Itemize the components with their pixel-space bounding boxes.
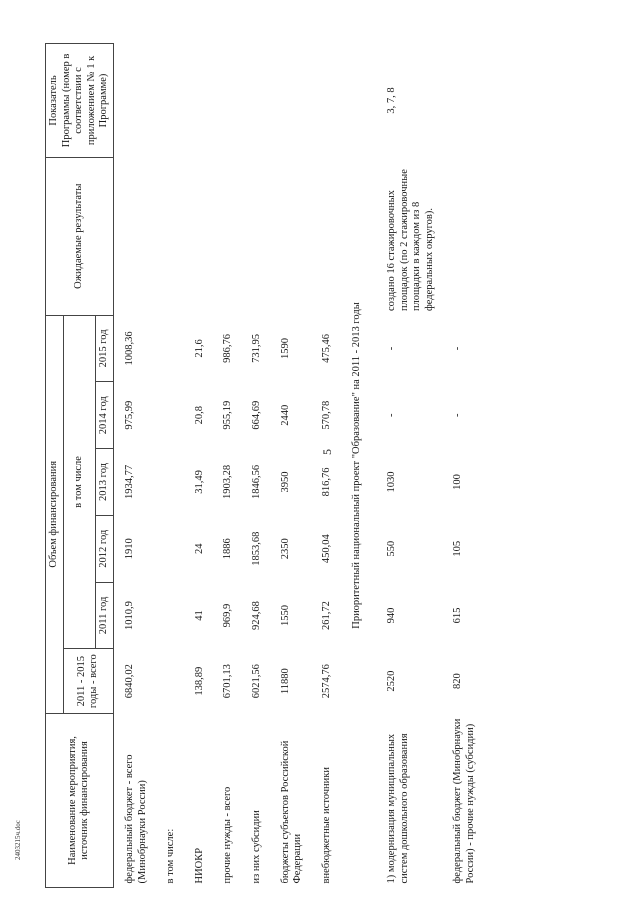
cell-y2013: 1934,77 xyxy=(123,464,135,500)
cell-y2014: - xyxy=(452,413,464,417)
table-row xyxy=(442,44,483,888)
cell-y2015: 475,46 xyxy=(320,334,332,363)
cell-y2015: 986,76 xyxy=(222,334,234,363)
cell-y2011 xyxy=(155,582,184,649)
cell-name: 1) модернизация муниципальных систем дошкольного образования xyxy=(385,733,410,884)
cell-y2012: 1853,68 xyxy=(250,531,262,566)
cell-name: федеральный бюджет - всего (Минобрнауки России) xyxy=(123,754,148,884)
cell-y2011: 615 xyxy=(452,607,464,624)
cell-total: 11880 xyxy=(279,668,291,695)
cell-indicator xyxy=(212,44,241,158)
cell-indicator xyxy=(241,44,270,158)
cell-results xyxy=(241,157,270,315)
cell-y2011: 261,72 xyxy=(320,601,332,630)
cell-y2011: 1550 xyxy=(279,605,291,626)
table-body xyxy=(113,44,483,888)
cell-y2012 xyxy=(155,515,184,582)
cell-total: 6701,13 xyxy=(222,664,234,699)
cell-y2012: 550 xyxy=(385,540,397,557)
table-row xyxy=(311,44,340,888)
header-funding: Объем финансирования xyxy=(46,315,64,713)
cell-y2013: 1846,56 xyxy=(250,464,262,500)
cell-indicator xyxy=(311,44,340,158)
cell-y2015: - xyxy=(385,346,397,351)
cell-name: НИОКР xyxy=(193,847,205,884)
cell-indicator xyxy=(155,44,184,158)
cell-y2013: 100 xyxy=(452,474,464,490)
table-row xyxy=(184,44,213,888)
cell-y2015: 21,6 xyxy=(193,339,205,358)
header-2013: 2013 год xyxy=(96,449,114,516)
table-row xyxy=(155,44,184,888)
cell-y2014: 664,69 xyxy=(250,400,262,430)
section-row xyxy=(339,44,376,888)
cell-y2015: 731,95 xyxy=(250,334,262,363)
table-row xyxy=(212,44,241,888)
cell-total: 2574,76 xyxy=(320,664,332,699)
cell-y2015: 1008,36 xyxy=(123,331,135,366)
cell-y2011: 969,9 xyxy=(222,603,234,628)
cell-name: в том числе: xyxy=(165,828,177,884)
cell-y2014: 20,8 xyxy=(193,406,205,425)
cell-y2013: 1903,28 xyxy=(222,464,234,500)
cell-results xyxy=(442,157,483,315)
cell-name: прочие нужды - всего xyxy=(222,786,234,884)
cell-y2012: 1910 xyxy=(123,538,135,560)
table-row xyxy=(376,44,442,888)
cell-y2013: 1030 xyxy=(385,471,397,493)
cell-y2014 xyxy=(155,382,184,449)
cell-y2012: 105 xyxy=(452,540,464,557)
cell-y2012: 1886 xyxy=(222,538,234,560)
header-2011: 2011 год xyxy=(96,582,114,649)
cell-total xyxy=(155,649,184,714)
cell-y2011: 924,68 xyxy=(250,601,262,630)
cell-results xyxy=(270,157,311,315)
page-number: 5 xyxy=(320,449,334,455)
header-results: Ожидаемые результаты xyxy=(46,157,114,315)
cell-y2012: 450,04 xyxy=(320,534,332,564)
cell-results xyxy=(155,157,184,315)
cell-name: федеральный бюджет (Минобрнауки России) - прочие нужды (субсидии) xyxy=(452,718,476,884)
cell-y2015: 1590 xyxy=(279,337,291,359)
cell-results: создано 16 стажировочных площадок (по 2 стажировочные площадки в каждом из 8 федеральных округов). xyxy=(385,169,435,312)
cell-name: бюджеты субъектов Российской Федерации xyxy=(279,740,304,884)
cell-y2014: 975,99 xyxy=(123,400,135,430)
cell-y2011: 41 xyxy=(193,610,205,621)
cell-y2013: 31,49 xyxy=(193,470,205,494)
cell-total: 820 xyxy=(452,673,464,690)
cell-y2013: 3950 xyxy=(279,471,291,493)
cell-indicator: 3, 7, 8 xyxy=(385,87,397,114)
file-footer: 2403215ч.doc xyxy=(14,820,22,860)
cell-indicator xyxy=(270,44,311,158)
header-2015: 2015 год xyxy=(96,315,114,382)
cell-y2015 xyxy=(155,315,184,382)
landscape-page xyxy=(45,43,605,888)
cell-total: 6021,56 xyxy=(250,664,262,699)
cell-results xyxy=(311,157,340,315)
header-total: 2011 - 2015 годы - всего xyxy=(63,649,113,714)
table-row xyxy=(241,44,270,888)
cell-results xyxy=(212,157,241,315)
cell-y2013: 816,76 xyxy=(320,467,332,497)
funding-table xyxy=(45,43,483,888)
cell-indicator xyxy=(442,44,483,158)
cell-y2014: 2440 xyxy=(279,404,291,426)
cell-name: внебюджетные источники xyxy=(320,766,332,884)
cell-y2011: 1010,9 xyxy=(123,601,135,630)
cell-results xyxy=(184,157,213,315)
cell-y2012: 24 xyxy=(193,543,205,554)
header-indicator: Показатель Программы (номер в соответствии с приложением № 1 к Программе) xyxy=(46,44,114,158)
cell-y2014: 570,78 xyxy=(320,400,332,430)
table-row xyxy=(113,44,155,888)
cell-y2012: 2350 xyxy=(279,538,291,560)
section-title: Приоритетный национальный проект "Образование" на 2011 - 2013 годы xyxy=(351,302,363,629)
cell-indicator xyxy=(113,44,155,158)
cell-results xyxy=(113,157,155,315)
cell-name: из них субсидии xyxy=(250,810,262,884)
cell-y2015: - xyxy=(452,346,464,351)
cell-total: 138,89 xyxy=(193,666,205,696)
header-2014: 2014 год xyxy=(96,382,114,449)
header-including: в том числе xyxy=(63,315,96,649)
cell-indicator xyxy=(184,44,213,158)
header-name: Наименование мероприятия, источник финансирования xyxy=(46,713,114,887)
header-2012: 2012 год xyxy=(96,515,114,582)
table-row xyxy=(270,44,311,888)
cell-total: 2520 xyxy=(385,670,397,692)
cell-y2014: 955,19 xyxy=(222,400,234,430)
cell-total: 6840,02 xyxy=(123,664,135,699)
cell-y2011: 940 xyxy=(385,607,397,624)
cell-y2013 xyxy=(155,449,184,516)
cell-y2014: - xyxy=(385,413,397,417)
